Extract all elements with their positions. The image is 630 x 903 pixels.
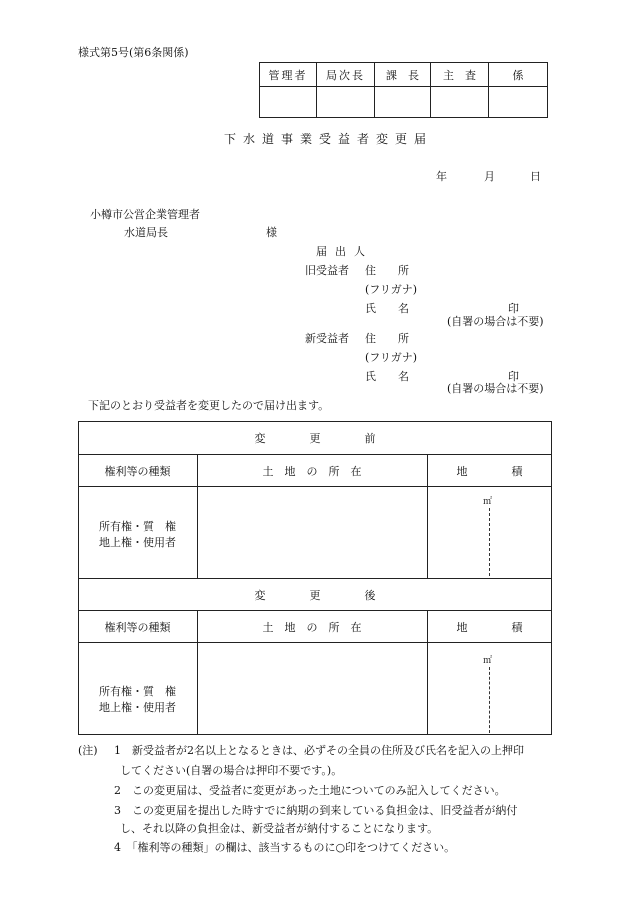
row-divider <box>78 578 552 579</box>
note-4: 4 「権利等の種類」の欄は、該当するものに○印をつけてください。 <box>114 841 456 854</box>
date-month-label: 月 <box>484 170 495 183</box>
old-name-label: 氏 名 <box>365 302 409 315</box>
before-col-type: 権利等の種類 <box>104 465 171 478</box>
after-heading: 変 更 後 <box>254 589 376 602</box>
after-rights-line2: 地上権・使用者 <box>99 701 176 714</box>
after-col-type: 権利等の種類 <box>104 621 171 634</box>
before-col-area: 地 積 <box>456 465 523 478</box>
note-3-line1: 3 この変更届を提出した時すでに納期の到来している負担金は、旧受益者が納付 <box>114 804 518 817</box>
before-area-decimal-divider <box>489 508 490 576</box>
new-beneficiary-label: 新受益者 <box>305 332 349 345</box>
old-beneficiary-label: 旧受益者 <box>305 264 349 277</box>
approval-table <box>259 62 548 118</box>
approval-stamp-cell[interactable] <box>317 87 375 118</box>
old-address-label: 住 所 <box>365 264 409 277</box>
approval-stamp-cell[interactable] <box>375 87 431 118</box>
approval-stamp-cell[interactable] <box>260 87 317 118</box>
note-1-line1: 1 新受益者が2名以上となるときは、必ずその全員の住所及び氏名を記入の上押印 <box>114 744 524 757</box>
addressee-org: 小樽市公営企業管理者 <box>90 208 200 221</box>
new-name-label: 氏 名 <box>365 370 409 383</box>
approval-header-chief-examiner: 主 査 <box>431 63 489 87</box>
approval-stamp-cell[interactable] <box>489 87 548 118</box>
new-address-label: 住 所 <box>365 332 409 345</box>
before-location-field[interactable] <box>198 487 426 577</box>
approval-stamp-cell[interactable] <box>431 87 489 118</box>
date-year-label: 年 <box>436 170 447 183</box>
new-seal-note: (自署の場合は不要) <box>447 382 544 395</box>
after-rights-line1: 所有権・質 権 <box>99 685 176 698</box>
old-furigana-label: (フリガナ) <box>365 283 418 296</box>
approval-header-staff: 係 <box>489 63 548 87</box>
after-col-location: 土 地 の 所 在 <box>262 621 362 634</box>
row-divider <box>78 610 552 611</box>
after-area-unit: ㎡ <box>483 656 493 666</box>
intro-text: 下記のとおり受益者を変更したので届け出ます。 <box>88 399 330 412</box>
note-3-line2: し、それ以降の負担金は、新受益者が納付することになります。 <box>120 822 439 835</box>
form-number: 様式第5号(第6条関係) <box>78 46 189 59</box>
approval-header-section-chief: 課 長 <box>375 63 431 87</box>
approval-header-manager: 管理者 <box>260 63 317 87</box>
before-col-location: 土 地 の 所 在 <box>262 465 362 478</box>
old-seal-label: 印 <box>508 302 519 315</box>
after-col-area: 地 積 <box>456 621 523 634</box>
new-seal-label: 印 <box>508 370 519 383</box>
notes-label: (注) <box>78 744 98 757</box>
applicant-label: 届出人 <box>316 245 373 258</box>
new-furigana-label: (フリガナ) <box>365 351 418 364</box>
before-rights-line1: 所有権・質 権 <box>99 520 176 533</box>
after-area-decimal-divider <box>489 667 490 733</box>
document-title: 下水道事業受益者変更届 <box>224 132 434 146</box>
after-location-field[interactable] <box>198 643 426 734</box>
note-1-line2: してください(自署の場合は押印不要です。)。 <box>120 764 343 777</box>
before-rights-line2: 地上権・使用者 <box>99 536 176 549</box>
old-seal-note: (自署の場合は不要) <box>447 315 544 328</box>
before-area-unit: ㎡ <box>483 497 493 507</box>
addressee-honorific: 様 <box>266 226 277 239</box>
approval-header-deputy: 局次長 <box>317 63 375 87</box>
row-divider <box>78 454 552 455</box>
before-heading: 変 更 前 <box>254 432 376 445</box>
date-day-label: 日 <box>530 170 541 183</box>
note-2: 2 この変更届は、受益者に変更があった土地についてのみ記入してください。 <box>114 784 506 797</box>
addressee-position: 水道局長 <box>124 226 168 239</box>
